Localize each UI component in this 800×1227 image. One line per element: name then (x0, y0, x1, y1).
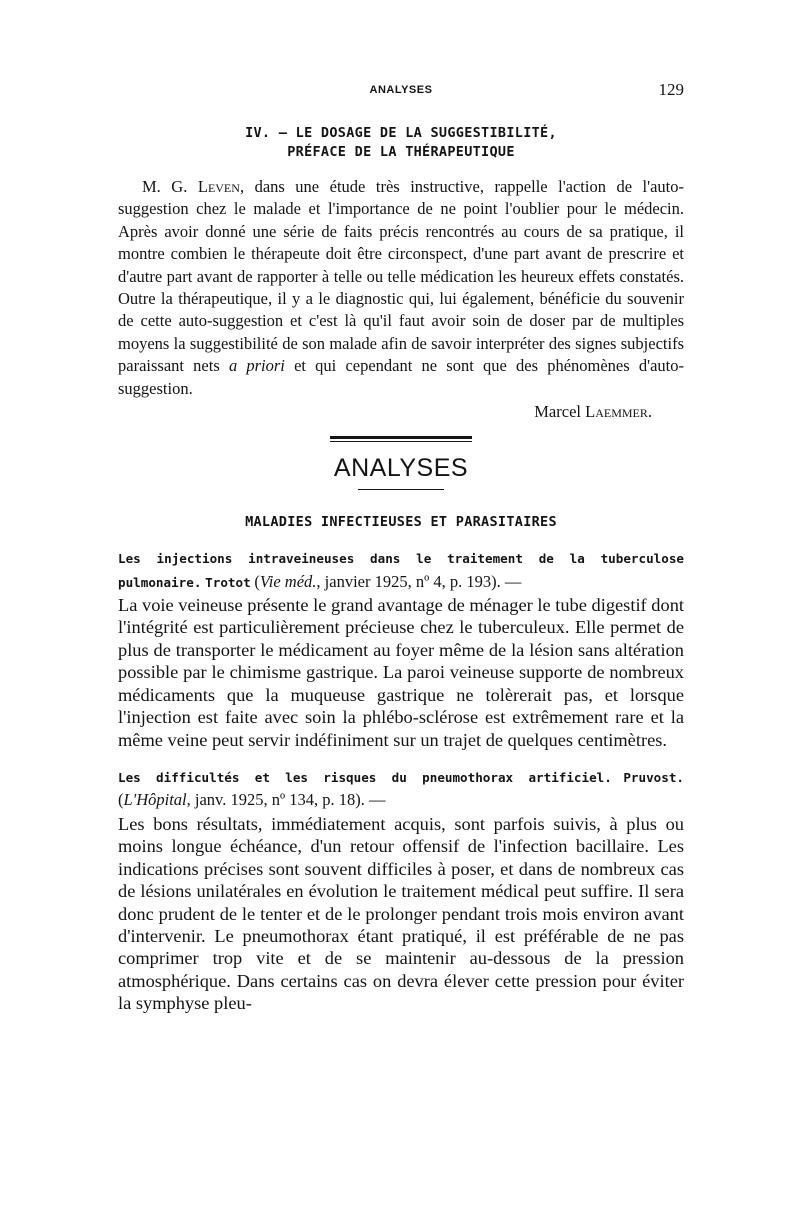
article-reference: , janv. 1925, nº 134, p. 18). — (186, 790, 386, 810)
section-paragraph (118, 176, 684, 400)
article-author: Pruvost. (623, 769, 685, 785)
section-heading (118, 124, 684, 162)
article-body: Les bons résultats, immédiatement acquis, sont parfois suivis, à plus ou moins longue échéance, d'un retour offensif de l'infection bacillaire. Les indications précises sont souvent difficiles à poser, et dans de nombreux cas de lésions unilatérales en évolution le traitement médical peut suffire. Il sera donc prudent de le tenter et de le prolonger pendant trois mois environ avant d'intervenir. Le pneumothorax étant pratiqué, il est préférable de ne pas comprimer trop vite et de se maintenir au-dessous de la pression atmosphérique. Dans certains cas on devra élever cette pression pour éviter la symphyse pleu- (118, 813, 684, 1014)
single-rule-divider (358, 489, 444, 490)
article-head: Les injections intraveineuses dans le traitement de la tuberculose pulmonaire. Trotot (Vie méd., janvier 1925, nº 4, p. 193). — (118, 551, 684, 591)
signature (118, 402, 652, 422)
double-rule-divider (330, 436, 472, 442)
running-head (118, 80, 684, 102)
subsection-heading: MALADIES INFECTIEUSES ET PARASITAIRES (245, 514, 557, 531)
article-title: Les difficultés et les risques du pneumothorax artificiel. (118, 769, 612, 785)
author-initial: M. G. (142, 177, 188, 196)
paragraph-text-end: et qui cependant ne sont que des phénomènes d'auto-suggestion. (118, 356, 684, 398)
analyses-title: ANALYSES (333, 454, 469, 483)
article-title: Les injections intraveineuses dans le traitement de la tuberculose pulmonaire. (118, 551, 684, 590)
italic-phrase: a priori (228, 356, 285, 376)
paragraph-text: , dans une étude très instructive, rappelle l'action de l'auto-suggestion chez le malade et l'importance de ne point l'oublier pour le médecin. Après avoir donné une série de faits précis rencontrés au cours de sa pratique, il montre combien le thérapeute doit être circonspect, d'une part avant de prescrire et d'autre part avant de rapporter à telle ou telle médication les heureux effets constatés. Outre la thérapeutique, il y a le diagnostic qui, lui également, bénéficie du souvenir de cette auto-suggestion et c'est là qu'il faut avoir soin de doser par de multiples moyens la suggestibilité de son malade afin de savoir interpréter des signes subjectifs paraissant nets (118, 177, 685, 376)
article-journal: L'Hôpital (123, 790, 187, 810)
article-2 (118, 767, 684, 1015)
article-1 (118, 548, 684, 751)
section-heading-line1: IV. — LE DOSAGE DE LA SUGGESTIBILITÉ, (245, 125, 557, 141)
page-number: 129 (658, 80, 684, 99)
running-title: ANALYSES (369, 84, 433, 96)
article-journal: Vie méd. (259, 571, 317, 591)
page (118, 80, 684, 1031)
signature-last: Laemmer. (585, 402, 652, 422)
signature-first: Marcel (534, 402, 581, 422)
section-heading-line2: PRÉFACE DE LA THÉRAPEUTIQUE (287, 144, 515, 160)
article-head: Les difficultés et les risques du pneumothorax artificiel. Pruvost. (L'Hôpital, janv. 1925, nº 134, p. 18). — (118, 769, 685, 810)
article-author: Trotot (205, 574, 251, 590)
article-body: La voie veineuse présente le grand avantage de ménager le tube digestif dont l'intégrité est particulièrement précieuse chez le tuberculeux. Elle permet de plus de transporter le médicament au foyer même de la lésion sans altération possible par le chimisme gastrique. La paroi veineuse supporte de nombreux médicaments que la muqueuse gastrique ne tolèrerait pas, et lorsque l'injection est faite avec soin la phlébo-sclérose est extrêmement rare et la même veine peut servir indéfiniment sur un trajet de quelques centimètres. (118, 595, 684, 750)
author-name: Leven (197, 177, 240, 196)
article-reference: , janvier 1925, nº 4, p. 193). — (316, 571, 522, 591)
